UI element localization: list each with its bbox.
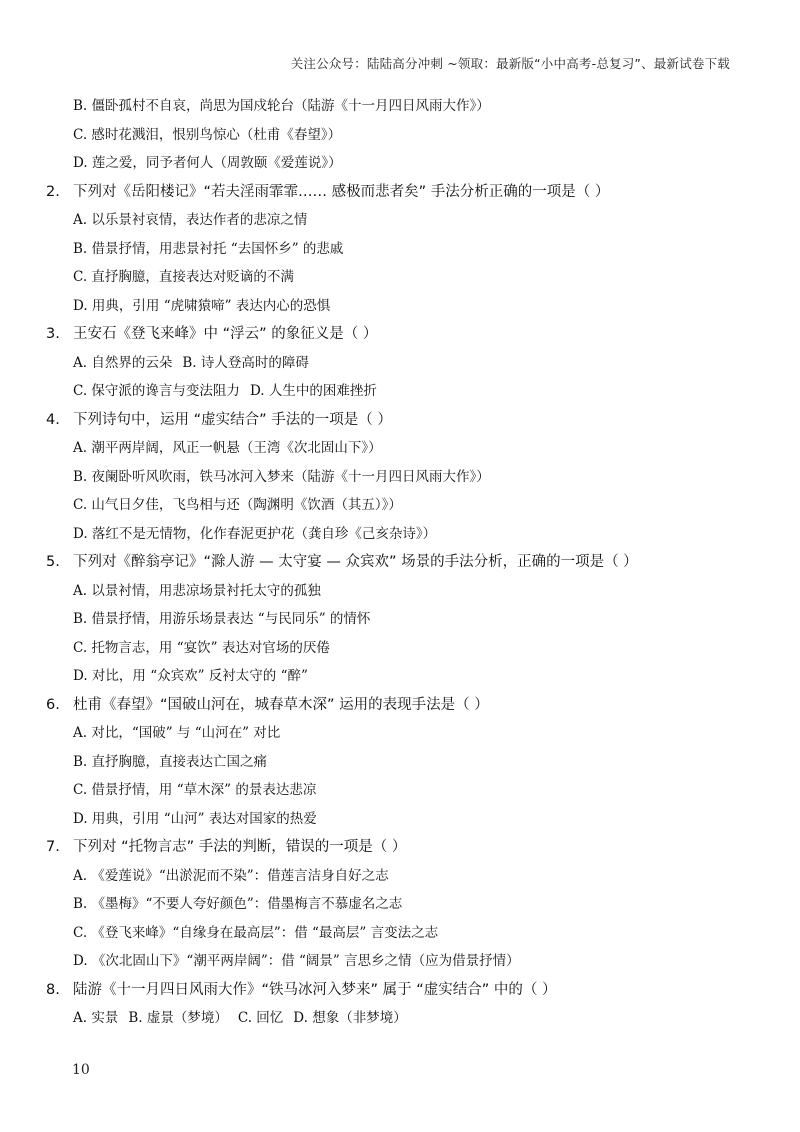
page-number: 10 <box>72 1062 90 1078</box>
question-4 <box>46 406 766 435</box>
question-number: 3. <box>46 326 60 342</box>
option: D. 用典，引用 “山河” 表达对国家的热爱 <box>73 810 317 827</box>
option: D. 莲之爱，同予者何人（周敦颐《爱莲说》） <box>73 155 342 171</box>
option: C. 《登飞来峰》“自缘身在最高层”：借 “最高层” 言变法之志 <box>73 924 439 941</box>
option: C. 回忆 <box>237 1010 284 1026</box>
question-6 <box>46 691 766 720</box>
option: A. 以乐景衬哀情，表达作者的悲凉之情 <box>73 212 308 228</box>
option: D. 《次北固山下》“潮平两岸阔”：借 “阔景” 言思乡之情（应为借景抒情） <box>73 953 520 969</box>
option: A. 《爱莲说》“出淤泥而不染”：借莲言洁身自好之志 <box>73 867 389 884</box>
question-text: 下列对《岳阳楼记》“若夫淫雨霏霏…… 感极而悲者矣” 手法分析正确的一项是（ ） <box>73 183 610 200</box>
question-number: 6. <box>46 696 60 713</box>
option: D. 用典，引用 “虎啸猿啼” 表达内心的恐惧 <box>73 297 331 314</box>
option: C. 借景抒情，用 “草木深” 的景表达悲凉 <box>73 782 317 798</box>
option: C. 托物言志，用 “宴饮” 表达对官场的厌倦 <box>73 639 330 656</box>
question-8 <box>46 976 766 1005</box>
question-text: 下列诗句中，运用 “虚实结合” 手法的一项是（ ） <box>73 411 392 428</box>
option: B. 借景抒情，用游乐场景表达 “与民同乐” 的情怀 <box>73 611 371 627</box>
option: D. 想象（非梦境） <box>293 1010 407 1026</box>
option: A. 自然界的云朵 <box>73 354 173 371</box>
option: A. 实景 <box>73 1010 119 1026</box>
question-number: 7. <box>46 839 60 855</box>
question-text: 王安石《登飞来峰》中 “浮云” 的象征义是（ ） <box>73 326 378 342</box>
question-number: 2. <box>46 183 60 200</box>
question-text: 陆游《十一月四日风雨大作》“铁马冰河入梦来” 属于 “虚实结合” 中的（ ） <box>73 981 557 998</box>
question-number: 5. <box>46 554 60 570</box>
question-5 <box>46 548 766 577</box>
option: B. 僵卧孤村不自哀，尚思为国戍轮台（陆游《十一月四日风雨大作》） <box>73 98 490 114</box>
option: C. 感时花溅泪，恨别鸟惊心（杜甫《春望》） <box>73 126 342 143</box>
option: B. 借景抒情，用悲景衬托 “去国怀乡” 的悲戚 <box>73 240 344 257</box>
option: C. 山气日夕佳，飞鸟相与还（陶渊明《饮酒（其五）》） <box>73 497 402 513</box>
option: B. 诗人登高时的障碍 <box>182 354 309 371</box>
question-text: 下列对《醉翁亭记》“滁人游 — 太守宴 — 众宾欢” 场景的手法分析，正确的一项是（ ） <box>73 554 638 570</box>
option: B. 夜阑卧听风吹雨，铁马冰河入梦来（陆游《十一月四日风雨大作》） <box>73 468 490 485</box>
question-number: 8. <box>46 981 60 998</box>
option: C. 保守派的谗言与变法阻力 <box>73 383 240 399</box>
question-2 <box>46 178 766 207</box>
question-number: 4. <box>46 411 60 428</box>
question-text: 杜甫《春望》“国破山河在，城春草木深” 运用的表现手法是（ ） <box>73 696 489 713</box>
option: A. 潮平两岸阔，风正一帆悬（王湾《次北固山下》） <box>73 440 382 456</box>
option: D. 对比，用 “众宾欢” 反衬太守的 “醉” <box>73 668 308 684</box>
page-header: 关注公众号：陆陆高分冲刺 ~领取：最新版“小中高考-总复习”、最新试卷下载 <box>290 56 730 71</box>
option: C. 直抒胸臆，直接表达对贬谪的不满 <box>73 269 294 285</box>
option: B. 虚景（梦境） <box>128 1010 228 1026</box>
option: D. 落红不是无情物，化作春泥更护花（龚自珍《己亥杂诗》） <box>73 525 437 542</box>
option: A. 对比，“国破” 与 “山河在” 对比 <box>73 725 281 741</box>
question-3 <box>46 320 766 349</box>
option-row <box>46 349 766 378</box>
question-7 <box>46 833 766 862</box>
option: B. 直抒胸臆，直接表达亡国之痛 <box>73 753 268 770</box>
option-row <box>46 1004 766 1033</box>
option-row <box>46 377 766 406</box>
option: D. 人生中的困难挫折 <box>249 383 377 399</box>
option: B. 《墨梅》“不要人夸好颜色”：借墨梅言不慕虚名之志 <box>73 896 403 912</box>
question-list <box>46 92 766 1033</box>
option: A. 以景衬情，用悲凉场景衬托太守的孤独 <box>73 582 321 599</box>
question-text: 下列对 “托物言志” 手法的判断，错误的一项是（ ） <box>73 839 407 855</box>
